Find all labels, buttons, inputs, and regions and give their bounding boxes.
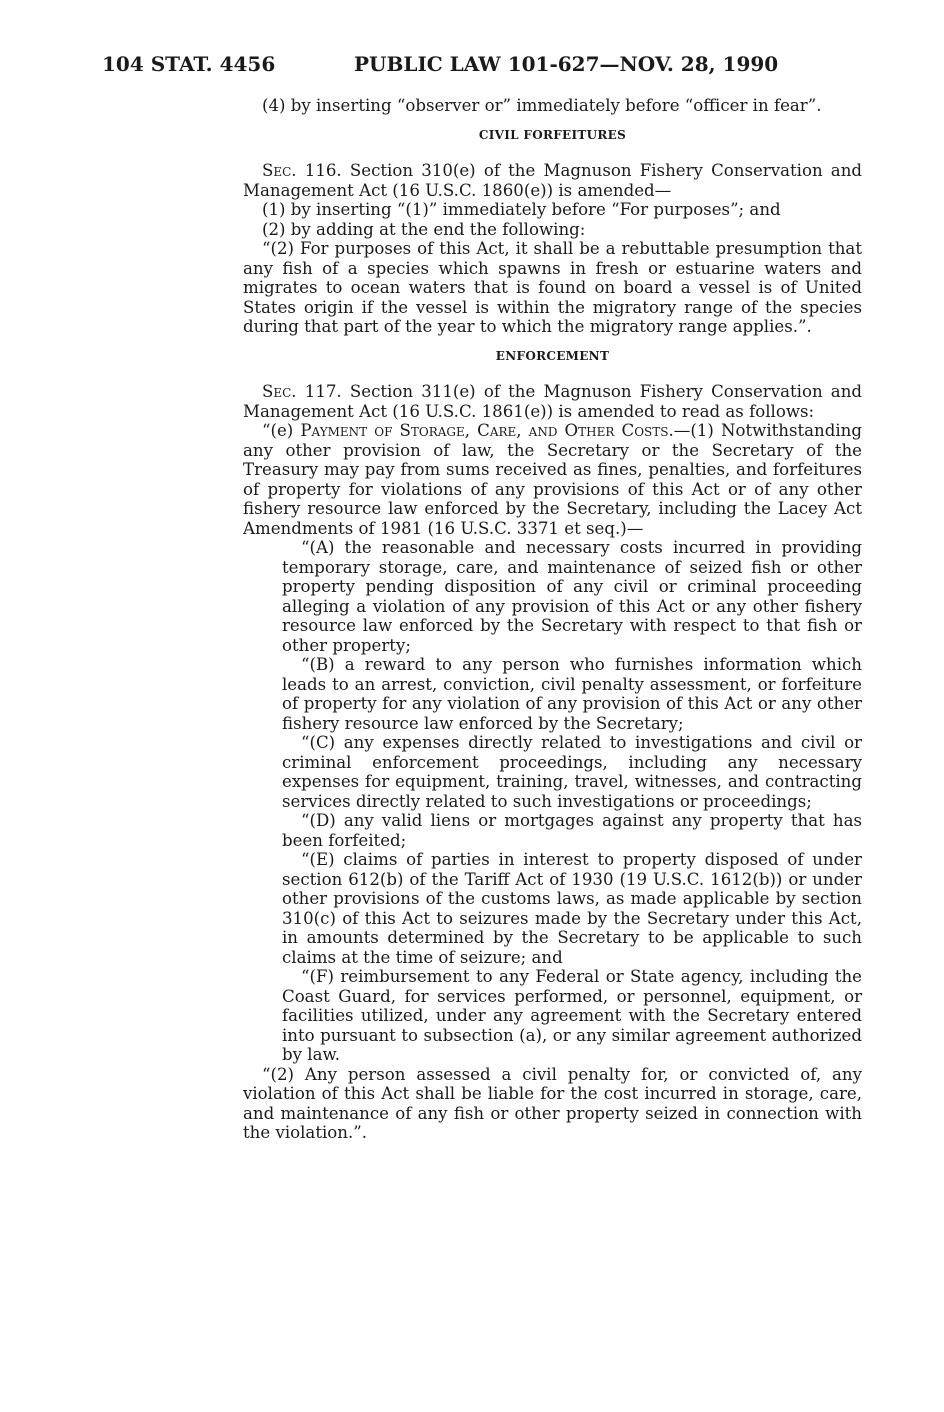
clause-a: “(A) the reasonable and necessary costs incurred in providing temporary storage, care, and maintenance of seized fish or other property pending disposition of any civil or criminal proceeding alleging a violation of any provision of this Act or any other fishery resource law enforced by the Secretary with respect to that fish or other property;	[282, 538, 862, 655]
paragraph-4-insert: (4) by inserting “observer or” immediately before “officer in fear”.	[262, 96, 822, 115]
statute-page-number: 104 STAT. 4456	[102, 52, 276, 76]
subsection-e-heading: Payment of Storage, Care, and Other Costs.	[300, 421, 674, 440]
section-117	[243, 382, 862, 421]
section-116	[243, 161, 862, 200]
subsection-e-label: “(e)	[262, 421, 294, 440]
clause-e: “(E) claims of parties in interest to property disposed of under section 612(b) of the Tariff Act of 1930 (19 U.S.C. 1612(b)) or under other provisions of the customs laws, as made applicable by section 310(c) of this Act to seizures made by the Secretary under this Act, in amounts determined by the Secretary to be applicable to such claims at the time of seizure; and	[282, 850, 862, 967]
paragraph-2-liability: “(2) Any person assessed a civil penalty for, or convicted of, any violation of this Act shall be liable for the cost incurred in storage, care, and maintenance of any fish or other property seized in connection with the violation.”.	[243, 1064, 862, 1142]
section-number: Sec. 116.	[262, 161, 342, 180]
page-header	[102, 52, 862, 88]
section-caption-civil-forfeitures: CIVIL FORFEITURES	[478, 127, 627, 142]
clause-b: “(B) a reward to any person who furnishes information which leads to an arrest, conviction, civil penalty assessment, or forfeiture of property for any violation of any provision of this Act or any other fishery resource law enforced by the Secretary;	[282, 655, 862, 733]
amendment-item-1: (1) by inserting “(1)” immediately before “For purposes”; and	[262, 200, 781, 219]
section-caption-enforcement: ENFORCEMENT	[495, 348, 610, 363]
subsection-e	[243, 421, 862, 538]
amendment-item-2: (2) by adding at the end the following:	[262, 219, 586, 239]
public-law-title: PUBLIC LAW 101-627—NOV. 28, 1990	[354, 52, 779, 76]
clause-f: “(F) reimbursement to any Federal or State agency, including the Coast Guard, for services performed, or personnel, equipment, or facilities utilized, under any agreement with the Secretary entered into pursuant to subsection (a), or any similar agreement authorized by law.	[282, 967, 862, 1064]
clause-c: “(C) any expenses directly related to investigations and civil or criminal enforcement proceedings, including any necessary expenses for equipment, training, travel, witnesses, and contracting services directly related to such investigations or proceedings;	[282, 733, 862, 811]
subsection-e-text: —(1) Notwithstanding any other provision of law, the Secretary or the Secretary of the Treasury may pay from sums received as fines, penalties, and forfeitures of property for violations of any provisions of this Act or of any other fishery resource law enforced by the Secretary, including the Lacey Act Amendments of 1981 (16 U.S.C. 3371 et seq.)—	[243, 421, 862, 538]
presumption-paragraph: “(2) For purposes of this Act, it shall be a rebuttable presumption that any fish of a species which spawns in fresh or estuarine waters and migrates to ocean waters that is found on board a vessel is of United States origin if the vessel is within the migratory range of the species during that part of the year to which the migratory range applies.”.	[243, 239, 862, 336]
clause-d: “(D) any valid liens or mortgages against any property that has been forfeited;	[282, 811, 862, 850]
section-117-text: Section 311(e) of the Magnuson Fishery Conservation and Management Act (16 U.S.C. 1861(e)) is amended to read as follows:	[243, 382, 863, 421]
section-number: Sec. 117.	[262, 382, 342, 401]
section-116-text: Section 310(e) of the Magnuson Fishery Conservation and Management Act (16 U.S.C. 1860(e)) is amended—	[243, 161, 863, 200]
document-body	[243, 96, 862, 1143]
